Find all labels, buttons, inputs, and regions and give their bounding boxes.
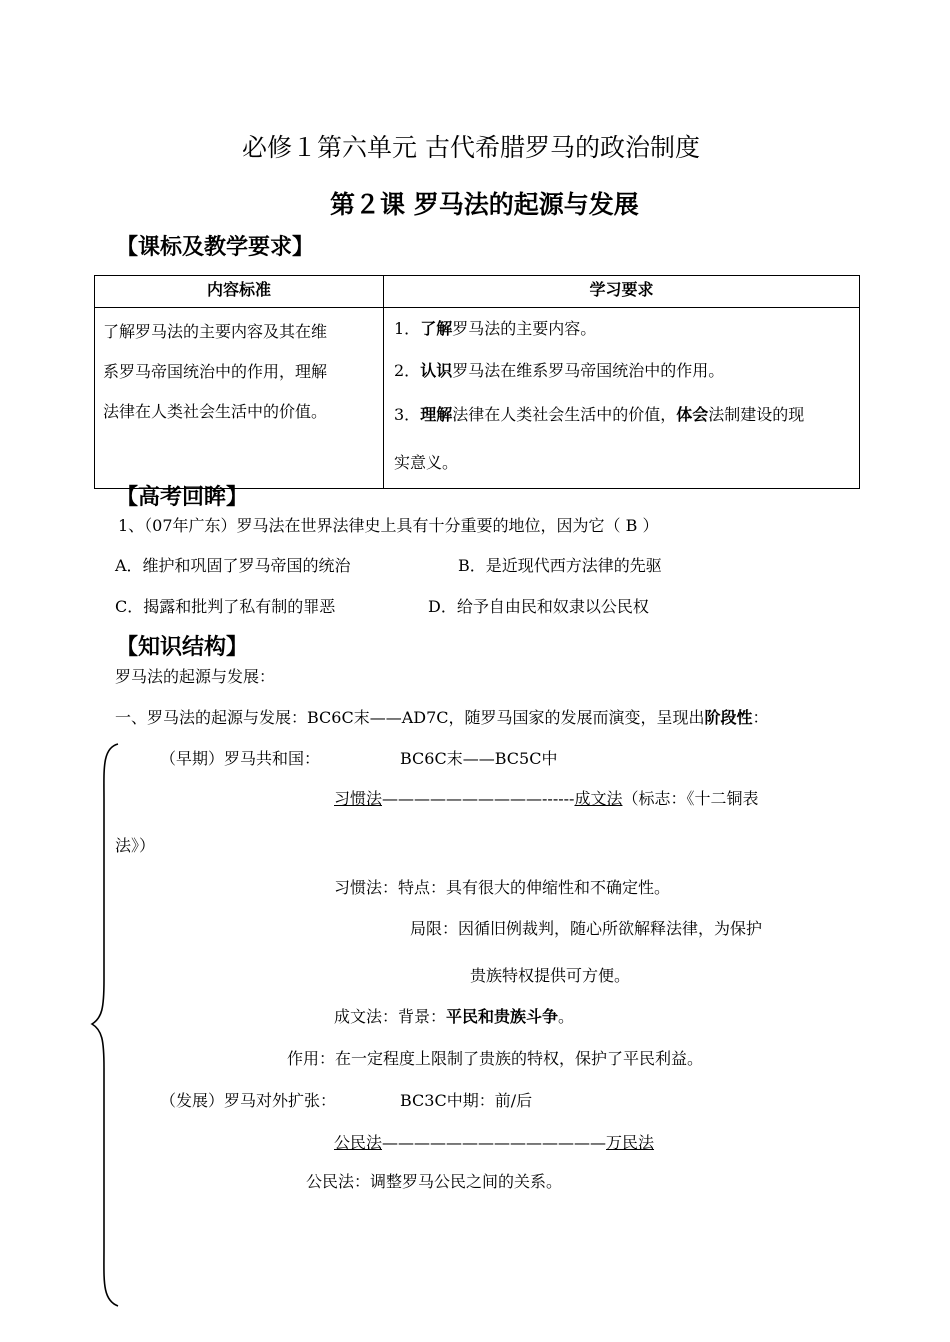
civil-law-definition: 公民法：调整罗马公民之间的关系。 <box>306 1172 563 1191</box>
early-period-label: （早期）罗马共和国： <box>160 749 321 768</box>
exam-question: 1、（07年广东）罗马法在世界法律史上具有十分重要的地位，因为它（ B ） <box>118 516 659 535</box>
standard-line: 法律在人类社会生活中的价值。 <box>103 402 328 421</box>
written-law-effect: 作用：在一定程度上限制了贵族的特权，保护了平民利益。 <box>287 1049 704 1068</box>
custom-law-limit: 局限：因循旧例裁判，随心所欲解释法律，为保护 <box>410 919 763 938</box>
table-header-standard: 内容标准 <box>95 276 384 308</box>
standard-line: 了解罗马法的主要内容及其在维 <box>103 322 328 341</box>
twelve-tables-cont: 法》） <box>115 836 156 855</box>
option-b: B．是近现代西方法律的先驱 <box>458 556 662 575</box>
content-standard-cell <box>95 308 384 489</box>
custom-law-feature: 习惯法：特点：具有很大的伸缩性和不确定性。 <box>334 878 671 897</box>
written-law-background: 成文法：背景：平民和贵族斗争。 <box>334 1007 575 1026</box>
curly-brace-icon <box>88 740 128 1310</box>
section-heading-knowledge: 【知识结构】 <box>116 635 249 660</box>
requirement-item: 3．理解法律在人类社会生活中的价值，体会法制建设的现 <box>394 405 805 424</box>
standard-line: 系罗马帝国统治中的作用，理解 <box>103 362 328 381</box>
option-a: A．维护和巩固了罗马帝国的统治 <box>115 556 351 575</box>
early-period-date: BC6C末——BC5C中 <box>400 749 558 768</box>
knowledge-line1: 一、罗马法的起源与发展：BC6C末——AD7C，随罗马国家的发展而演变，呈现出阶段性： <box>115 708 769 727</box>
development-label: （发展）罗马对外扩张： <box>160 1091 337 1110</box>
requirements-cell <box>384 308 860 489</box>
section-heading-requirements: 【课标及教学要求】 <box>116 235 315 260</box>
table-header-requirements: 学习要求 <box>384 276 860 308</box>
civil-to-nations-line: 公民法——————————————万民法 <box>334 1133 655 1152</box>
section-heading-exam: 【高考回眸】 <box>116 485 249 510</box>
knowledge-intro: 罗马法的起源与发展： <box>115 667 276 686</box>
requirement-item: 1．了解罗马法的主要内容。 <box>394 319 597 338</box>
option-d: D．给予自由民和奴隶以公民权 <box>428 597 649 616</box>
requirements-table <box>94 275 860 489</box>
document-title: 必修１第六单元 古代希腊罗马的政治制度 <box>242 133 700 162</box>
development-date: BC3C中期：前/后 <box>400 1091 533 1110</box>
custom-law-limit-cont: 贵族特权提供可方便。 <box>470 966 631 985</box>
custom-to-written-line: 习惯法——————————------成文法（标志：《十二铜表 <box>334 789 759 808</box>
option-c: C．揭露和批判了私有制的罪恶 <box>115 597 336 616</box>
requirement-item-cont: 实意义。 <box>394 453 459 472</box>
requirement-item: 2．认识罗马法在维系罗马帝国统治中的作用。 <box>394 361 725 380</box>
lesson-title: 第２课 罗马法的起源与发展 <box>330 190 639 219</box>
